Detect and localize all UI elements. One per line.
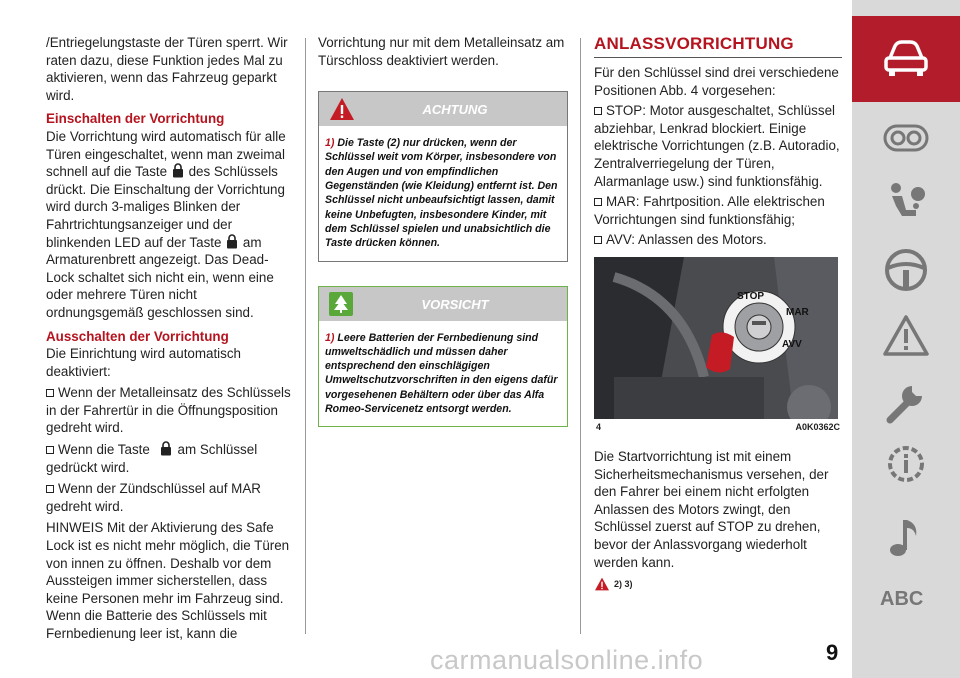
stop-label: STOP xyxy=(737,290,765,302)
column-3 xyxy=(594,34,842,591)
caution-title: VORSICHT xyxy=(421,296,489,312)
caution-text: 1) Leere Batterien der Fernbedienung sind umweltschädlich und müssen daher entsprechend den einschlägigen Umweltschutzvorschriften in den eigens dafür vorgesehenen Behältern oder über das Alfa Romeo-Servicenetz entsorgt werden. xyxy=(325,331,558,416)
sidebar-item-maintenance[interactable] xyxy=(882,440,930,488)
sidebar-item-driving[interactable] xyxy=(882,246,930,294)
column-2 xyxy=(318,34,568,427)
sidebar-item-dashboard[interactable] xyxy=(882,118,930,166)
wrench-icon xyxy=(882,378,930,426)
avv-label: AVV xyxy=(782,338,802,350)
bullet-item: Wenn der Zündschlüssel auf MAR gedreht wird. xyxy=(46,481,261,514)
note-paragraph: HINWEIS Mit der Aktivierung des Safe Lock ist es nicht mehr möglich, die Türen von innen zu öffnen. Deshalb vor dem Aussteigen immer sicherstellen, dass keine Personen mehr im Fahrzeug sind. Wenn die Batterie des Schlüssels mit Fernbedienung leer ist, kann die xyxy=(46,520,290,641)
continued-paragraph: Vorrichtung nur mit dem Metalleinsatz am Türschloss deaktiviert werden. xyxy=(318,35,565,68)
footnote-refs: 2) 3) xyxy=(594,577,842,591)
bullet-square-icon xyxy=(594,236,602,244)
figure-code: A0K0362C xyxy=(795,421,840,432)
column-divider xyxy=(580,38,581,634)
lock-icon xyxy=(160,441,172,456)
watermark: carmanualsonline.info xyxy=(430,645,704,675)
ignition-illustration xyxy=(594,257,838,419)
positions-intro: Für den Schlüssel sind drei verschiedene Positionen Abb. 4 vorgesehen: xyxy=(594,65,839,98)
car-icon xyxy=(882,36,930,82)
paragraph-einschalten: Die Vorrichtung wird automatisch für alle Türen eingeschaltet, wenn man zweimal schnell auf die Taste des Schlüssels drückt. Die Einschaltung der Vorrichtung wird durch 3-maliges Blinken der Fahrtrichtungsanzeiger und der blinkenden LED auf der Taste am Armaturenbrett angezeigt. Das Dead-Lock schaltet sich nicht ein, wenn eine oder mehrere Türen nicht ordnungsgemäß geschlossen sind. xyxy=(46,128,286,320)
chapter-sidebar xyxy=(852,0,960,678)
column-divider xyxy=(305,38,306,634)
bullet-square-icon xyxy=(594,107,602,115)
mar-label: MAR xyxy=(786,306,809,318)
dashboard-icon xyxy=(882,118,930,158)
airbag-icon xyxy=(882,180,930,228)
lock-icon xyxy=(172,163,184,178)
bullet-item: Wenn der Metalleinsatz des Schlüssels in der Fahrertür in die Öffnungsposition gedreht wird. xyxy=(46,385,291,436)
bullet-item: MAR: Fahrtposition. Alle elektrischen Vorrichtungen sind funktionsfähig; xyxy=(594,194,825,227)
settings-info-icon xyxy=(882,440,930,488)
sidebar-item-warnings[interactable] xyxy=(882,314,930,362)
section-title: ANLASSVORRICHTUNG xyxy=(594,34,842,58)
sidebar-item-car-active[interactable] xyxy=(852,16,960,102)
figure-number: 4 xyxy=(596,421,602,432)
warning-box xyxy=(318,91,568,261)
warning-text: 1) Die Taste (2) nur drücken, wenn der Schlüssel weit vom Körper, insbesondere von den Augen und von empfindlichen Gegenständen (wie Kleidung) entfernt ist. Den Schlüssel nicht unbeaufsichtigt lassen, damit keine Unbefugten, insbesondere Kinder, mit dem Schlüssel spielen und unabsichtlich die Taste drücken können. xyxy=(325,137,558,250)
column-1 xyxy=(46,34,292,643)
bullet-square-icon xyxy=(46,485,54,493)
bullet-square-icon xyxy=(46,446,54,454)
safety-paragraph: Die Startvorrichtung ist mit einem Sicherheitsmechanismus versehen, der den Fahrer bei einem nicht erfolgten Anlassen des Motors zwingt, den Schlüssel zuerst auf STOP zu drehen, bevor der Anlassvorgang wiederholt werden kann. xyxy=(594,448,829,570)
bullet-square-icon xyxy=(46,389,54,397)
warning-title: ACHTUNG xyxy=(422,102,488,118)
heading-ausschalten: Ausschalten der Vorrichtung xyxy=(46,328,229,344)
caution-box-header xyxy=(319,287,567,321)
paragraph-ausschalten: Die Einrichtung wird automatisch deaktiviert: xyxy=(46,346,241,379)
page-number: 9 xyxy=(826,640,839,665)
figure-caption xyxy=(594,422,842,432)
sidebar-item-emergency[interactable] xyxy=(882,378,930,426)
warning-box-header xyxy=(319,92,567,126)
music-note-icon xyxy=(882,514,930,562)
caution-box xyxy=(318,286,568,428)
bullet-item: AVV: Anlassen des Motors. xyxy=(594,231,842,249)
steering-wheel-icon xyxy=(882,246,930,294)
ignition-figure xyxy=(594,257,838,419)
lock-icon xyxy=(226,234,238,249)
sidebar-item-index[interactable]: ABC xyxy=(880,588,924,610)
bullet-item: Wenn die Taste am Schlüssel gedrückt wird. xyxy=(46,442,258,475)
warning-triangle-icon xyxy=(594,577,610,591)
heading-einschalten: Einschalten der Vorrichtung xyxy=(46,111,225,127)
sidebar-item-safety[interactable] xyxy=(882,180,930,228)
sidebar-item-multimedia[interactable] xyxy=(882,514,930,562)
bullet-square-icon xyxy=(594,198,602,206)
bullet-item: STOP: Motor ausgeschaltet, Schlüssel abziehbar, Lenkrad blockiert. Einige elektrische Vorrichtungen (z.B. Autoradio, Zentralverriegelung der Türen, Alarmanlage usw.) sind funktionsfähig. xyxy=(594,103,840,189)
intro-paragraph: /Entriegelungstaste der Türen sperrt. Wir raten dazu, diese Funktion jedes Mal zu aktivieren, wenn das Fahrzeug geparkt wird. xyxy=(46,35,288,103)
warning-icon xyxy=(882,314,930,358)
